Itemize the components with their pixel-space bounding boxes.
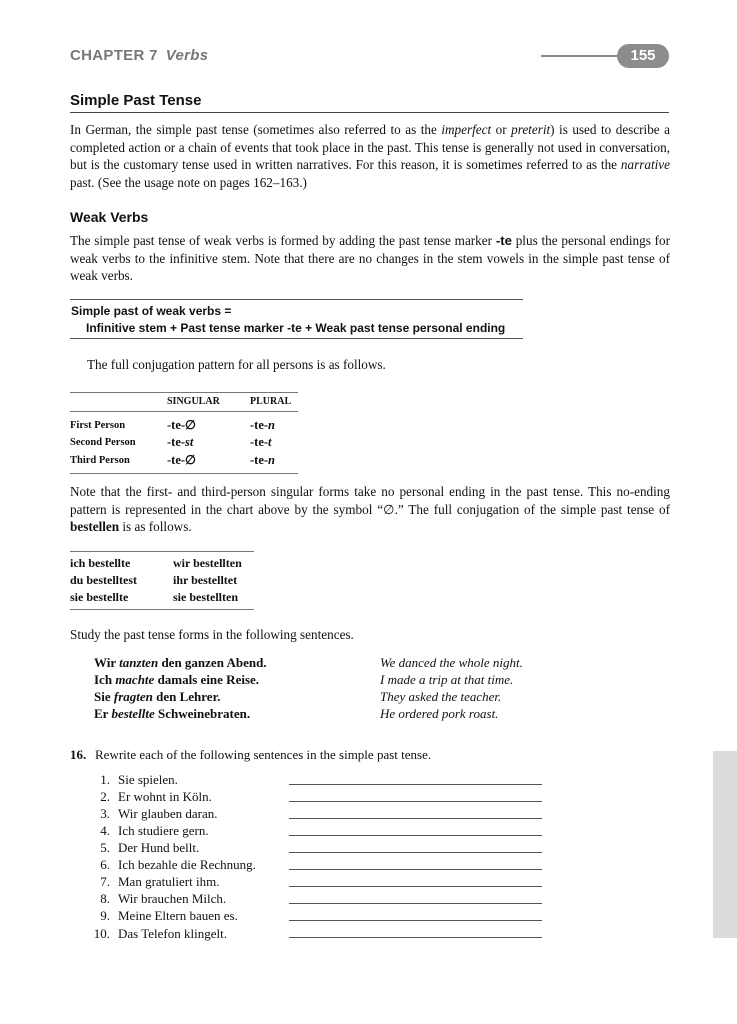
exercise-item-text: Er wohnt in Köln. [118, 789, 212, 804]
chapter-label: CHAPTER 7 [70, 47, 158, 64]
conjugation-intro: The full conjugation pattern for all persons is as follows. [87, 357, 386, 372]
example-german: Sie fragten den Lehrer. [94, 689, 221, 704]
example-german: Er bestellte Schweinebraten. [94, 706, 251, 721]
page-number: 155 [617, 44, 669, 68]
answer-line[interactable] [289, 835, 542, 836]
exercise-item-text: Das Telefon klingelt. [118, 926, 227, 941]
exercise-item-text: Sie spielen. [118, 772, 178, 787]
section-title: Simple Past Tense [70, 92, 202, 109]
exercise-item-text: Man gratuliert ihm. [118, 874, 220, 889]
weak-verbs-paragraph: The simple past tense of weak verbs is formed by adding the past tense marker -te plus the personal endings for weak verbs to the infinitive stem. Note that there are no changes in the stem vowels in the simple past tense of weak verbs. [70, 233, 670, 283]
note-paragraph: Note that the first- and third-person singular forms take no personal ending in the past tense. This no-ending pattern is represented in the chart above by the symbol “∅.” The full conjugation of the simple past tense of bestellen is as follows. [70, 484, 670, 534]
exercise-instruction: Rewrite each of the following sentences in the simple past tense. [95, 747, 432, 762]
formula-line-2: Infinitive stem + Past tense marker -te + Weak past tense personal ending [86, 321, 506, 335]
answer-line[interactable] [289, 920, 542, 921]
answer-line[interactable] [289, 869, 542, 870]
exercise-number: 16. [70, 747, 87, 762]
answer-line[interactable] [289, 801, 542, 802]
chapter-header [70, 47, 208, 64]
exercise-item-number: 8. [100, 891, 110, 906]
example-english: They asked the teacher. [380, 689, 502, 704]
chapter-title: Verbs [165, 47, 209, 64]
conj-header-singular: SINGULAR [167, 396, 220, 407]
thumb-tab [713, 751, 737, 938]
answer-line[interactable] [289, 937, 542, 938]
conjugation-table [70, 392, 298, 474]
formula-line-1: Simple past of weak verbs = [71, 304, 232, 318]
table-row: sie bestellte sie bestellten [70, 590, 238, 604]
answer-line[interactable] [289, 784, 542, 785]
conj-header-empty [70, 393, 167, 412]
study-intro: Study the past tense forms in the following sentences. [70, 627, 354, 642]
exercise-item-text: Wir brauchen Milch. [118, 891, 227, 906]
formula-box-top-rule [70, 299, 523, 300]
exercise-item-number: 6. [100, 857, 110, 872]
example-german: Ich machte damals eine Reise. [94, 672, 260, 687]
example-english: I made a trip at that time. [380, 672, 514, 687]
example-english: We danced the whole night. [380, 655, 523, 670]
exercise-item-number: 10. [93, 926, 110, 941]
exercise-item-text: Meine Eltern bauen es. [118, 908, 238, 923]
table-row: First Person -te-∅ -te-n [70, 417, 275, 432]
exercise-item-number: 5. [100, 840, 110, 855]
example-german: Wir tanzten den ganzen Abend. [94, 655, 267, 670]
exercise-item-number: 3. [100, 806, 110, 821]
table-row: Second Person -te-st -te-t [70, 435, 272, 449]
exercise-item-number: 4. [100, 823, 110, 838]
exercise-item-text: Wir glauben daran. [118, 806, 218, 821]
formula-box-bottom-rule [70, 338, 523, 339]
example-english: He ordered pork roast. [380, 706, 499, 721]
exercise-item-text: Der Hund bellt. [118, 840, 200, 855]
answer-line[interactable] [289, 818, 542, 819]
bestellen-table [70, 551, 254, 610]
exercise-item-number: 1. [100, 772, 110, 787]
section-rule [70, 112, 669, 113]
exercise-item-number: 7. [100, 874, 110, 889]
exercise-item-text: Ich studiere gern. [118, 823, 209, 838]
conj-header-plural: PLURAL [250, 396, 292, 407]
answer-line[interactable] [289, 852, 542, 853]
exercise-item-number: 9. [100, 908, 110, 923]
answer-line[interactable] [289, 886, 542, 887]
exercise-item-number: 2. [100, 789, 110, 804]
intro-paragraph: In German, the simple past tense (sometimes also referred to as the imperfect or preterit) is used to describe a completed action or a chain of events that took place in the past. This tense is generally not used in conversation, but is the customary tense used in written narratives. For this reason, it is sometimes referred to as the narrative past. (See the usage note on pages 162–163.) [70, 122, 670, 190]
table-row: Third Person -te-∅ -te-n [70, 452, 275, 467]
table-row: ich bestellte wir bestellten [70, 556, 242, 570]
weak-verbs-title: Weak Verbs [70, 209, 149, 225]
table-row: du bestelltest ihr bestelltet [70, 573, 238, 587]
answer-line[interactable] [289, 903, 542, 904]
exercise-item-text: Ich bezahle die Rechnung. [118, 857, 256, 872]
